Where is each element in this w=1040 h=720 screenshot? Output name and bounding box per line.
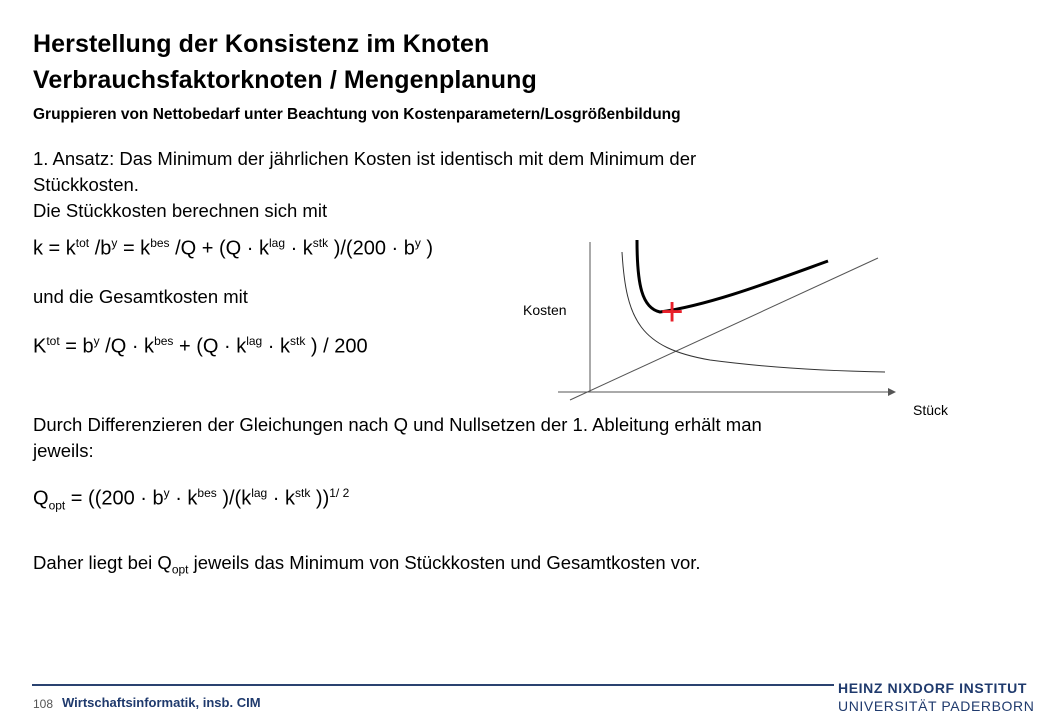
paragraph-conclusion: Daher liegt bei $Q_{opt}$ jeweils das Minimum von Stückkosten und Gesamtkosten vor. [33,552,701,577]
x-axis-arrow-icon [888,388,896,396]
footer-course: Wirtschaftsinformatik, insb. CIM [62,695,261,710]
formula-optimal-quantity: $Q_{opt} = ((200 \cdot b^y \cdot k^{bes}$ )$/(k^{lag} \cdot k^{stk}$ ))$^{1/ 2}$ [33,486,350,513]
paragraph-total-cost-intro: und die Gesamtkosten mit [33,286,248,307]
slide-title-line2: Verbrauchsfaktorknoten / Mengenplanung [33,66,537,94]
formula-unit-cost: $k = k^{tot}$ $/b^y = k^{bes}$ $/Q + (Q \cdot k^{lag} \cdot k^{stk}$ )$/(200 \cdot b^y$ ) [33,236,434,260]
paragraph-approach-line2: Stückkosten. [33,174,139,195]
formula-total-cost: $K^{tot} = b^y$ $/Q \cdot k^{bes} + (Q \cdot k^{lag} \cdot k^{stk}$ ) / 200 [33,334,368,358]
paragraph-derivative-line2: jeweils: [33,440,94,461]
minimum-marker: + [660,290,684,334]
paragraph-approach-line1: 1. Ansatz: Das Minimum der jährlichen Kosten ist identisch mit dem Minimum der [33,148,697,169]
cost-chart [510,230,970,425]
footer-divider [32,684,834,686]
paragraph-unit-cost-intro: Die Stückkosten berechnen sich mit [33,200,328,221]
paragraph-derivative-line1: Durch Differenzieren der Gleichungen nach Q und Nullsetzen der 1. Ableitung erhält man [33,414,762,435]
slide-title-line1: Herstellung der Konsistenz im Knoten [33,30,490,58]
institute-logo-line1: HEINZ NIXDORF INSTITUT [838,680,1027,696]
linear-cost-line [570,258,878,400]
institute-logo-line2: UNIVERSITÄT PADERBORN [838,698,1035,714]
chart-xlabel: Stück [913,402,949,418]
chart-ylabel: Kosten [523,302,567,318]
slide-subtitle: Gruppieren von Nettobedarf unter Beachtung von Kostenparametern/Losgrößenbildung [33,106,681,123]
page-number: 108 [33,697,54,711]
